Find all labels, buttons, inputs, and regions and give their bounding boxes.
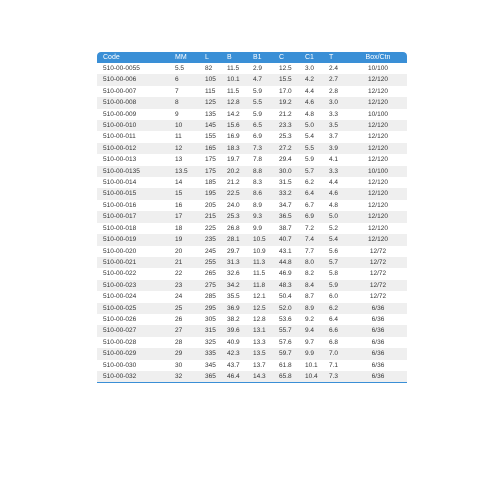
cell-code: 510-00-012 xyxy=(103,144,137,152)
cell-b: 11.5 xyxy=(227,65,240,72)
cell-mm: 24 xyxy=(175,293,183,301)
cell-b1: 13.7 xyxy=(253,361,266,369)
cell-c1: 5.7 xyxy=(305,167,315,175)
cell-code: 510-00-025 xyxy=(103,304,137,312)
cell-b1: 12.8 xyxy=(253,315,266,323)
cell-l: 235 xyxy=(205,236,216,244)
table-row xyxy=(97,211,407,222)
cell-c1: 3.0 xyxy=(305,65,315,72)
cell-c: 34.7 xyxy=(279,201,292,209)
cell-b: 12.8 xyxy=(227,99,240,107)
table-body xyxy=(97,63,407,382)
cell-code: 510-00-009 xyxy=(103,110,137,118)
cell-code: 510-00-020 xyxy=(103,247,137,255)
table-row xyxy=(97,325,407,336)
cell-b: 29.7 xyxy=(227,247,240,255)
spanner-size-table xyxy=(97,52,407,382)
cell-t: 6.4 xyxy=(329,315,339,323)
cell-b1: 5.5 xyxy=(253,99,263,107)
cell-l: 205 xyxy=(205,201,216,209)
cell-l: 365 xyxy=(205,372,216,380)
cell-c1: 5.4 xyxy=(305,133,315,141)
cell-c: 61.8 xyxy=(279,361,292,369)
cell-box-ctn: 12/120 xyxy=(368,213,388,221)
cell-t: 3.3 xyxy=(329,167,339,175)
cell-b: 19.7 xyxy=(227,156,240,164)
cell-l: 335 xyxy=(205,350,216,358)
cell-b1: 5.9 xyxy=(253,87,263,95)
cell-box-ctn: 12/120 xyxy=(368,99,388,107)
cell-c: 27.2 xyxy=(279,144,292,152)
column-header-c1: C1 xyxy=(305,54,314,61)
cell-b: 22.5 xyxy=(227,190,240,198)
cell-box-ctn: 6/36 xyxy=(371,338,385,346)
cell-b1: 8.6 xyxy=(253,190,263,198)
cell-mm: 25 xyxy=(175,304,183,312)
cell-mm: 21 xyxy=(175,258,183,266)
cell-c: 55.7 xyxy=(279,327,292,335)
table-row xyxy=(97,200,407,211)
table-row xyxy=(97,337,407,348)
cell-b1: 6.9 xyxy=(253,133,263,141)
cell-l: 175 xyxy=(205,156,216,164)
cell-c1: 9.7 xyxy=(305,338,315,346)
cell-box-ctn: 6/36 xyxy=(371,372,385,380)
table-row xyxy=(97,143,407,154)
cell-code: 510-00-0135 xyxy=(103,167,140,175)
cell-mm: 28 xyxy=(175,338,183,346)
cell-c: 43.1 xyxy=(279,247,292,255)
cell-l: 315 xyxy=(205,327,216,335)
cell-b: 36.9 xyxy=(227,304,240,312)
cell-t: 2.8 xyxy=(329,87,339,95)
cell-b: 15.6 xyxy=(227,122,240,130)
cell-b: 18.3 xyxy=(227,144,240,152)
cell-b1: 13.1 xyxy=(253,327,266,335)
cell-t: 3.0 xyxy=(329,99,339,107)
cell-box-ctn: 12/120 xyxy=(368,122,388,130)
column-header-c: C xyxy=(279,54,285,61)
cell-box-ctn: 12/120 xyxy=(368,76,388,84)
cell-l: 225 xyxy=(205,224,216,232)
column-header-t: T xyxy=(329,54,334,61)
cell-b: 35.5 xyxy=(227,293,240,301)
cell-l: 145 xyxy=(205,122,216,130)
cell-t: 5.7 xyxy=(329,258,339,266)
cell-t: 5.9 xyxy=(329,281,339,289)
cell-c: 40.7 xyxy=(279,236,292,244)
cell-c1: 4.2 xyxy=(305,76,315,84)
cell-c1: 4.4 xyxy=(305,87,315,95)
cell-box-ctn: 10/100 xyxy=(368,110,388,118)
cell-c1: 10.1 xyxy=(305,361,318,369)
cell-t: 7.0 xyxy=(329,350,339,358)
cell-l: 185 xyxy=(205,179,216,187)
cell-t: 6.0 xyxy=(329,293,339,301)
cell-b1: 10.5 xyxy=(253,236,266,244)
cell-mm: 17 xyxy=(175,213,183,221)
cell-c: 36.5 xyxy=(279,213,292,221)
cell-b: 43.7 xyxy=(227,361,240,369)
cell-c1: 5.0 xyxy=(305,122,315,130)
cell-code: 510-00-030 xyxy=(103,361,137,369)
cell-b1: 5.9 xyxy=(253,110,263,118)
cell-code: 510-00-016 xyxy=(103,201,137,209)
cell-box-ctn: 12/120 xyxy=(368,133,388,141)
cell-b1: 11.3 xyxy=(253,258,266,266)
cell-box-ctn: 6/36 xyxy=(371,315,385,323)
cell-c: 29.4 xyxy=(279,156,292,164)
cell-box-ctn: 12/120 xyxy=(368,190,388,198)
table-row xyxy=(97,268,407,279)
cell-b: 25.3 xyxy=(227,213,240,221)
cell-t: 5.4 xyxy=(329,236,339,244)
cell-b1: 2.9 xyxy=(253,65,263,72)
cell-code: 510-00-007 xyxy=(103,87,137,95)
cell-t: 3.5 xyxy=(329,122,339,130)
cell-c: 65.8 xyxy=(279,372,292,380)
cell-c1: 7.2 xyxy=(305,224,315,232)
cell-b1: 8.9 xyxy=(253,201,263,209)
cell-c1: 6.2 xyxy=(305,179,315,187)
cell-mm: 23 xyxy=(175,281,183,289)
cell-c: 17.0 xyxy=(279,87,292,95)
cell-t: 3.9 xyxy=(329,144,339,152)
cell-code: 510-00-015 xyxy=(103,190,137,198)
table-row xyxy=(97,314,407,325)
cell-b1: 7.3 xyxy=(253,144,263,152)
cell-c: 44.8 xyxy=(279,258,292,266)
cell-c1: 8.9 xyxy=(305,304,315,312)
cell-c: 15.5 xyxy=(279,76,292,84)
cell-b1: 9.3 xyxy=(253,213,263,221)
cell-t: 7.1 xyxy=(329,361,339,369)
table-row xyxy=(97,131,407,142)
cell-code: 510-00-028 xyxy=(103,338,137,346)
cell-l: 265 xyxy=(205,270,216,278)
cell-box-ctn: 10/100 xyxy=(368,65,388,72)
cell-b1: 12.1 xyxy=(253,293,266,301)
cell-code: 510-00-006 xyxy=(103,76,137,84)
table-row xyxy=(97,246,407,257)
cell-mm: 14 xyxy=(175,179,183,187)
cell-code: 510-00-0055 xyxy=(103,65,140,72)
cell-c1: 5.5 xyxy=(305,144,315,152)
cell-mm: 10 xyxy=(175,122,183,130)
cell-t: 7.3 xyxy=(329,372,339,380)
table-row xyxy=(97,188,407,199)
cell-b: 34.2 xyxy=(227,281,240,289)
cell-b: 46.4 xyxy=(227,372,240,380)
cell-c1: 6.4 xyxy=(305,190,315,198)
cell-l: 345 xyxy=(205,361,216,369)
cell-b: 11.5 xyxy=(227,87,240,95)
cell-c: 25.3 xyxy=(279,133,292,141)
cell-l: 195 xyxy=(205,190,216,198)
cell-t: 4.4 xyxy=(329,179,339,187)
cell-t: 4.1 xyxy=(329,156,339,164)
cell-b: 16.9 xyxy=(227,133,240,141)
cell-t: 6.2 xyxy=(329,304,339,312)
cell-c: 19.2 xyxy=(279,99,292,107)
cell-c: 31.5 xyxy=(279,179,292,187)
cell-b1: 11.8 xyxy=(253,281,266,289)
cell-mm: 9 xyxy=(175,110,179,118)
cell-t: 2.7 xyxy=(329,76,339,84)
cell-b1: 11.5 xyxy=(253,270,266,278)
column-header-code: Code xyxy=(103,54,120,61)
cell-c1: 9.2 xyxy=(305,315,315,323)
cell-mm: 18 xyxy=(175,224,183,232)
cell-mm: 32 xyxy=(175,372,183,380)
cell-l: 295 xyxy=(205,304,216,312)
table-row xyxy=(97,280,407,291)
cell-box-ctn: 6/36 xyxy=(371,350,385,358)
table-row xyxy=(97,154,407,165)
cell-mm: 19 xyxy=(175,236,183,244)
cell-c: 53.6 xyxy=(279,315,292,323)
cell-mm: 30 xyxy=(175,361,183,369)
cell-code: 510-00-014 xyxy=(103,179,137,187)
cell-b: 10.1 xyxy=(227,76,240,84)
cell-l: 215 xyxy=(205,213,216,221)
cell-b1: 13.5 xyxy=(253,350,266,358)
cell-b: 40.9 xyxy=(227,338,240,346)
cell-b1: 12.5 xyxy=(253,304,266,312)
cell-c1: 7.4 xyxy=(305,236,315,244)
cell-c1: 8.4 xyxy=(305,281,315,289)
cell-box-ctn: 6/36 xyxy=(371,304,385,312)
table-row xyxy=(97,109,407,120)
table-header xyxy=(97,52,407,63)
cell-box-ctn: 12/120 xyxy=(368,179,388,187)
column-header-l: L xyxy=(205,54,209,61)
cell-b1: 10.9 xyxy=(253,247,266,255)
cell-b: 20.2 xyxy=(227,167,240,175)
spanner-size-table-container xyxy=(97,52,407,383)
column-header-b: B xyxy=(227,54,232,61)
cell-c: 12.5 xyxy=(279,65,292,72)
table-row xyxy=(97,97,407,108)
cell-mm: 5.5 xyxy=(175,65,185,72)
cell-l: 285 xyxy=(205,293,216,301)
cell-l: 82 xyxy=(205,65,213,72)
cell-l: 165 xyxy=(205,144,216,152)
cell-mm: 11 xyxy=(175,133,182,141)
cell-code: 510-00-017 xyxy=(103,213,137,221)
cell-t: 3.7 xyxy=(329,133,339,141)
cell-b: 38.2 xyxy=(227,315,240,323)
cell-box-ctn: 12/120 xyxy=(368,87,388,95)
cell-box-ctn: 12/72 xyxy=(369,270,387,278)
cell-t: 5.2 xyxy=(329,224,339,232)
column-header-box-ctn: Box/Ctn xyxy=(365,54,391,61)
cell-c1: 4.6 xyxy=(305,99,315,107)
cell-mm: 26 xyxy=(175,315,183,323)
cell-l: 255 xyxy=(205,258,216,266)
cell-mm: 6 xyxy=(175,76,179,84)
cell-mm: 7 xyxy=(175,87,179,95)
cell-b1: 7.8 xyxy=(253,156,263,164)
cell-code: 510-00-011 xyxy=(103,133,136,141)
cell-b: 14.2 xyxy=(227,110,240,118)
table-row xyxy=(97,360,407,371)
cell-mm: 12 xyxy=(175,144,183,152)
cell-l: 245 xyxy=(205,247,216,255)
cell-t: 5.0 xyxy=(329,213,339,221)
cell-l: 325 xyxy=(205,338,216,346)
cell-l: 175 xyxy=(205,167,216,175)
cell-l: 105 xyxy=(205,76,216,84)
cell-c1: 4.8 xyxy=(305,110,315,118)
cell-c1: 9.4 xyxy=(305,327,315,335)
cell-code: 510-00-027 xyxy=(103,327,137,335)
cell-c: 50.4 xyxy=(279,293,292,301)
cell-t: 5.6 xyxy=(329,247,339,255)
cell-mm: 13.5 xyxy=(175,167,188,175)
cell-b1: 8.8 xyxy=(253,167,263,175)
cell-b1: 8.3 xyxy=(253,179,263,187)
cell-code: 510-00-023 xyxy=(103,281,137,289)
cell-c: 48.3 xyxy=(279,281,292,289)
cell-box-ctn: 12/120 xyxy=(368,201,388,209)
header-row xyxy=(97,52,407,63)
cell-l: 135 xyxy=(205,110,216,118)
cell-b: 31.3 xyxy=(227,258,240,266)
table-row xyxy=(97,371,407,382)
cell-code: 510-00-024 xyxy=(103,293,137,301)
cell-c: 52.0 xyxy=(279,304,292,312)
cell-c1: 5.9 xyxy=(305,156,315,164)
table-row xyxy=(97,86,407,97)
cell-l: 115 xyxy=(205,87,216,95)
cell-mm: 15 xyxy=(175,190,183,198)
cell-code: 510-00-029 xyxy=(103,350,137,358)
cell-mm: 8 xyxy=(175,99,179,107)
cell-mm: 27 xyxy=(175,327,183,335)
cell-c: 38.7 xyxy=(279,224,292,232)
cell-b: 39.6 xyxy=(227,327,240,335)
cell-box-ctn: 12/120 xyxy=(368,224,388,232)
cell-b1: 6.5 xyxy=(253,122,263,130)
table-row xyxy=(97,74,407,85)
cell-c1: 8.2 xyxy=(305,270,315,278)
table-row xyxy=(97,223,407,234)
cell-c1: 9.9 xyxy=(305,350,315,358)
cell-box-ctn: 12/72 xyxy=(369,281,387,289)
table-row xyxy=(97,257,407,268)
table-row xyxy=(97,291,407,302)
cell-code: 510-00-022 xyxy=(103,270,137,278)
cell-l: 305 xyxy=(205,315,216,323)
cell-b: 28.1 xyxy=(227,236,240,244)
table-row xyxy=(97,234,407,245)
cell-b1: 13.3 xyxy=(253,338,266,346)
cell-code: 510-00-019 xyxy=(103,236,137,244)
cell-box-ctn: 12/72 xyxy=(369,247,387,255)
cell-b: 42.3 xyxy=(227,350,240,358)
cell-c: 57.6 xyxy=(279,338,292,346)
cell-b1: 14.3 xyxy=(253,372,266,380)
table-row xyxy=(97,120,407,131)
table-row xyxy=(97,166,407,177)
cell-mm: 20 xyxy=(175,247,183,255)
cell-box-ctn: 12/120 xyxy=(368,144,388,152)
cell-c: 30.0 xyxy=(279,167,292,175)
cell-t: 6.6 xyxy=(329,327,339,335)
cell-t: 6.8 xyxy=(329,338,339,346)
cell-b: 21.2 xyxy=(227,179,240,187)
column-header-b1: B1 xyxy=(253,54,262,61)
column-header-mm: MM xyxy=(175,54,187,61)
cell-l: 155 xyxy=(205,133,216,141)
cell-c: 33.2 xyxy=(279,190,292,198)
cell-mm: 29 xyxy=(175,350,183,358)
cell-box-ctn: 12/72 xyxy=(369,258,387,266)
table-row xyxy=(97,303,407,314)
cell-b: 26.8 xyxy=(227,224,240,232)
cell-b: 32.6 xyxy=(227,270,240,278)
cell-mm: 22 xyxy=(175,270,183,278)
table-row xyxy=(97,177,407,188)
cell-mm: 13 xyxy=(175,156,183,164)
cell-box-ctn: 10/100 xyxy=(368,167,388,175)
table-row xyxy=(97,63,407,74)
cell-code: 510-00-010 xyxy=(103,122,137,130)
cell-box-ctn: 6/36 xyxy=(371,361,385,369)
cell-box-ctn: 12/72 xyxy=(369,293,387,301)
cell-b1: 9.9 xyxy=(253,224,263,232)
cell-l: 275 xyxy=(205,281,216,289)
cell-b1: 4.7 xyxy=(253,76,263,84)
cell-t: 3.3 xyxy=(329,110,339,118)
cell-box-ctn: 12/120 xyxy=(368,236,388,244)
cell-t: 4.6 xyxy=(329,190,339,198)
cell-c: 59.7 xyxy=(279,350,292,358)
cell-c1: 8.0 xyxy=(305,258,315,266)
cell-mm: 16 xyxy=(175,201,183,209)
cell-code: 510-00-032 xyxy=(103,372,137,380)
cell-c1: 10.4 xyxy=(305,372,318,380)
cell-code: 510-00-013 xyxy=(103,156,137,164)
cell-c: 21.2 xyxy=(279,110,292,118)
cell-c1: 8.7 xyxy=(305,293,315,301)
cell-code: 510-00-008 xyxy=(103,99,137,107)
cell-t: 4.8 xyxy=(329,201,339,209)
table-row xyxy=(97,348,407,359)
cell-l: 125 xyxy=(205,99,216,107)
cell-box-ctn: 12/120 xyxy=(368,156,388,164)
cell-c: 23.3 xyxy=(279,122,292,130)
cell-c1: 6.9 xyxy=(305,213,315,221)
cell-code: 510-00-021 xyxy=(103,258,137,266)
cell-box-ctn: 6/36 xyxy=(371,327,385,335)
cell-c1: 7.7 xyxy=(305,247,315,255)
cell-t: 2.4 xyxy=(329,65,339,72)
cell-t: 5.8 xyxy=(329,270,339,278)
cell-code: 510-00-018 xyxy=(103,224,137,232)
cell-b: 24.0 xyxy=(227,201,240,209)
cell-c1: 6.7 xyxy=(305,201,315,209)
cell-code: 510-00-026 xyxy=(103,315,137,323)
cell-c: 46.9 xyxy=(279,270,292,278)
